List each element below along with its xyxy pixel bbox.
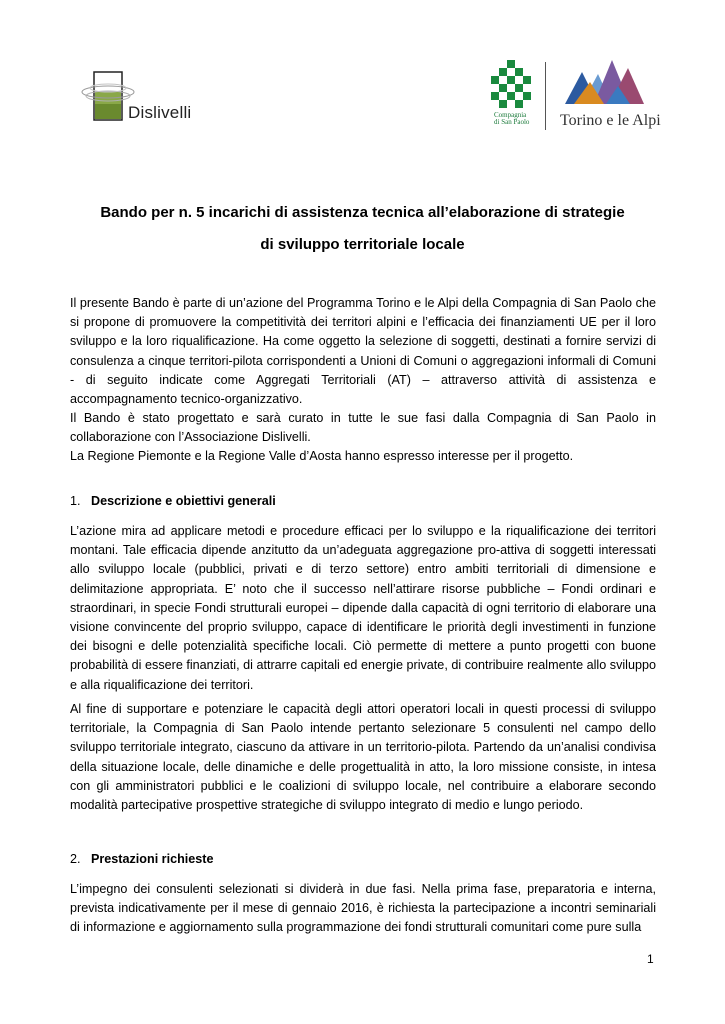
intro-paragraph-1: Il presente Bando è parte di un’azione del Programma Torino e le Alpi della Compagnia di San Paolo che si propone di promuovere la competitività dei territori alpini e l’efficacia dei finanziamenti UE per il loro sviluppo e la loro riqualificazione. Ha come oggetto la selezione di soggetti, destinati a fornire servizi di consulenza a cinque territori-pilota corrispondenti a Unioni di Comuni o aggregazioni informali di Comuni - di seguito indicate come Aggregati Territoriali (AT) – attraverso attività di assistenza e accompagnamento tecnico-organizzativo. xyxy=(70,296,656,407)
section-1-number: 1. xyxy=(70,494,81,508)
torino-alpi-logo xyxy=(560,58,670,138)
compagnia-wordmark: Compagnia di San Paolo xyxy=(494,111,530,126)
mountains-icon xyxy=(560,58,645,108)
dislivelli-wordmark: Dislivelli xyxy=(128,103,192,122)
section-1-paragraph-2: Al fine di supportare e potenziare le capacità degli attori operatori locali in questi processi di sviluppo territoriale, la Compagnia di San Paolo intende pertanto selezionare 5 consulenti nel campo dello sviluppo territoriale integrato, ciascuno da attivare in un territorio-pilota. Partendo da un’analisi condivisa della situazione locale, delle dinamiche e delle progettualità in atto, la loro missione consiste, in intesa con gli amministratori pubblici e le coalizioni di sviluppo locale, nel contribuire a elaborare secondo modalità partecipative prospettive strategiche di sviluppo integrato di medio e lungo periodo. xyxy=(70,702,656,813)
torino-alpi-wordmark: Torino e le Alpi xyxy=(560,112,661,129)
dislivelli-logo xyxy=(80,70,210,130)
checkered-cross-icon xyxy=(490,60,540,110)
logo-divider xyxy=(545,62,546,130)
document-title-line-2: di sviluppo territoriale locale xyxy=(260,236,465,253)
compagnia-san-paolo-logo xyxy=(490,60,545,135)
section-2-number: 2. xyxy=(70,852,81,866)
section-1-title: Descrizione e obiettivi generali xyxy=(91,494,276,508)
section-2-paragraph-1: L’impegno dei consulenti selezionati si dividerà in due fasi. Nella prima fase, preparatoria e interna, prevista indicativamente per il mese di gennaio 2016, è richiesta la partecipazione a incontri seminariali di informazione e aggiornamento sulla programmazione dei fondi strutturali comunitari come pure sulla xyxy=(70,882,656,935)
intro-paragraph-2: Il Bando è stato progettato e sarà curato in tutte le sue fasi dalla Compagnia di San Paolo in collaborazione con l’Associazione Dislivelli. xyxy=(70,411,656,445)
document-title-line-1: Bando per n. 5 incarichi di assistenza tecnica all’elaborazione di strategie xyxy=(100,204,625,221)
section-2-heading xyxy=(70,852,214,866)
section-2-title: Prestazioni richieste xyxy=(91,852,214,866)
section-1-paragraph-1: L’azione mira ad applicare metodi e procedure efficaci per lo sviluppo e la riqualificazione dei territori montani. Tale efficacia dipende anzitutto da un’adeguata aggregazione pro-attiva di soggetti interessati allo sviluppo locale (pubblici, privati e di terzo settore) entro ambiti territoriali di dimensione e delimitazione appropriata. E’ noto che il successo nell’attirare risorse pubbliche – Fondi ordinari e straordinari, in specie Fondi strutturali europei – dipende dalla capacità di ogni territorio di elaborare una visione convincente del proprio sviluppo, capace di identificare le priorità degli investimenti in funzione dei bisogni e delle potenzialità specifiche locali. Ciò permette di mettere a punto progetti con buone probabilità di essere finanziati, di attrarre capitali ed energie private, di contribuire realmente allo sviluppo e alla riqualificazione dei territori. xyxy=(70,524,656,692)
intro-paragraph-3: La Regione Piemonte e la Regione Valle d’Aosta hanno espresso interesse per il progetto. xyxy=(70,449,574,463)
page-number: 1 xyxy=(647,952,654,966)
section-1-heading xyxy=(70,494,276,508)
